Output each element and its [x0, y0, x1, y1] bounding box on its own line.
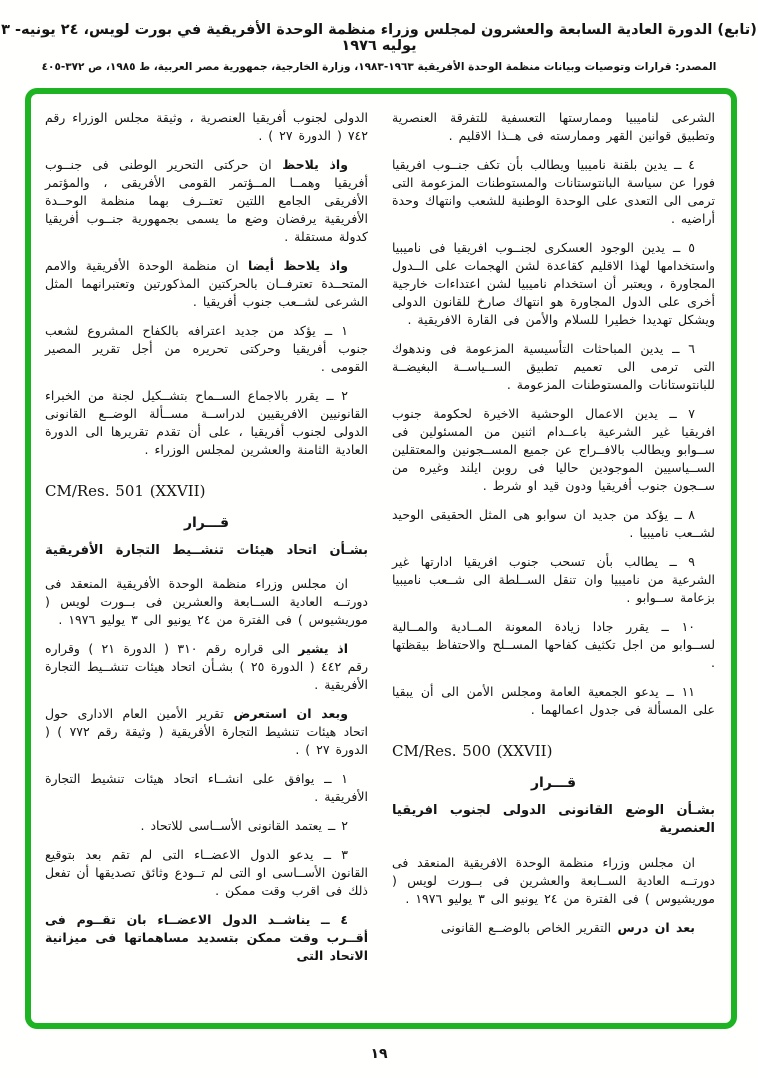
decision-title: قـــرار: [530, 774, 577, 791]
content-frame: [25, 88, 737, 1029]
paragraph: [392, 109, 715, 145]
paragraph: [392, 854, 715, 908]
paragraph-text: ١ ــ يؤكد من جديد اعترافه بالكفاح المشروع لشعب جنوب أفريقيا وحركتى تحريره من أجل تقرير المصير القومى .: [45, 323, 368, 374]
paragraph-text: ان حركتى التحرير الوطنى فى جنــوب أفريقيا وهمــا المــؤتمر القومى الأفريقى ، والمؤتمر الأفريقى الجامع اللتين تعتــرف بهما منظمة الوحــدة الأفريقية يرفضان وضع ما يسمى بجمهورية جنــوب أفريقيا كدولة مستقلة .: [45, 157, 368, 244]
decision-title: قـــرار: [183, 514, 230, 531]
paragraph-text: الى قراره رقم ٣١٠ ( الدورة ٢١ ) وقراره رقم ٤٤٢ ( الدورة ٢٥ ) بشـأن اتحاد هيئات تنشــيط التجارة الأفريقية .: [45, 641, 368, 693]
paragraph-text: ٤ ــ يدين بلقنة ناميبيا ويطالب بأن تكف جنــوب افريقيا فورا عن سياسة البانتوستانات والمستوطنات المزعومة التى ترمى الى التعدى على الوحدة الوطنية للشعب وانتهاك وحدة أراضيه .: [392, 157, 715, 226]
content-columns: [45, 109, 715, 1015]
paragraph-text: ٣ ــ يدعو الدول الاعضــاء التى لم تقم بعد بتوقيع القانون الأســاسى او التى لم تــودع وثائق تصديقها أن تفعل ذلك فى اقرب وقت ممكن .: [45, 847, 368, 899]
paragraph: [45, 156, 368, 246]
paragraph: [45, 387, 368, 459]
paragraph-text: ٩ ــ يطالب بأن تسحب جنوب افريقيا ادارتها غير الشرعية من ناميبيا وان تنقل الســلطة الى شــعب ناميبيا بزعامة ســوابو .: [392, 554, 715, 605]
paragraph: [392, 553, 715, 607]
paragraph: [45, 109, 368, 145]
paragraph: [392, 340, 715, 394]
column-left: [45, 109, 368, 1015]
paragraph-text: ٧ ــ يدين الاعمال الوحشية الاخيرة لحكومة جنوب افريقيا غير الشرعية باعــدام اثنين من المسئولين فى ســوابو ويطالب بالافــراج عن جميع المســجونين والمعتقلين الســياسيين الموجودين حاليا فى روبن ايلند وغيره من ســجون جنوب أفريقيا ودون قيد او شرط .: [392, 406, 715, 493]
paragraph-text: ان مجلس وزراء منظمة الوحدة الأفريقية المنعقد فى دورتــه العادية الســابعة والعشرين فى بــورت لويس ( موريشيوس ) فى الفترة من ٢٤ يونيو الى ٣ يوليو ١٩٧٦ .: [45, 576, 368, 628]
paragraph: [392, 506, 715, 542]
paragraph-text: ١١ ــ يدعو الجمعية العامة ومجلس الأمن الى أن يبقيا على المسألة فى جدول اعمالهما .: [392, 684, 715, 717]
paragraph-text: ٨ ــ يؤكد من جديد ان سوابو هى المثل الحقيقى الوحيد لشــعب ناميبيا .: [392, 507, 715, 540]
paragraph: [392, 156, 715, 228]
paragraph: [392, 683, 715, 719]
decision-subject: بشـأن الوضع القانونى الدولى لجنوب افريقيا العنصرية: [392, 802, 715, 837]
paragraph-text: ١ ــ يوافق على انشــاء اتحاد هيئات تنشيط التجارة الأفريقية .: [45, 771, 368, 805]
paragraph-text: الدولى لجنوب أفريقيا العنصرية ، وثيقة مجلس الوزراء رقم ٧٤٢ ( الدورة ٢٧ ) .: [45, 110, 368, 143]
paragraph: [392, 919, 715, 937]
paragraph: [45, 257, 368, 311]
paragraph-lead: بعد ان درس: [617, 920, 695, 936]
paragraph: [45, 640, 368, 694]
paragraph-lead: واذ يلاحظ أيضا: [248, 258, 348, 273]
paragraph: [392, 405, 715, 495]
decision-subject: بشـأن اتحاد هيئات تنشــيط التجارة الأفريقية: [45, 542, 368, 558]
page-number: ١٩: [370, 1046, 388, 1062]
paragraph-text: ان مجلس وزراء منظمة الوحدة الافريقية المنعقد فى دورتــه العادية الســابعة والعشرين فى بــورت لويس ( موريشيوس ) فى الفترة من ٢٤ يونيو الى ٣ يوليو ١٩٧٦ .: [392, 855, 715, 907]
column-right: [392, 109, 715, 1015]
header-source: المصدر: قرارات وتوصيات وبيانات منظمة الوحدة الأفريقية ١٩٦٣-١٩٨٣، وزارة الخارجية، جمهورية مصر العربية، ط ١٩٨٥، ص ٣٧٢-٤٠٥: [41, 61, 717, 73]
paragraph: [392, 239, 715, 329]
paragraph-text: ٢ ــ يعتمد القانونى الأســاسى للاتحاد .: [140, 818, 348, 834]
paragraph: [45, 911, 368, 965]
paragraph: [45, 705, 368, 759]
paragraph: [45, 817, 368, 835]
paragraph-text: ان منظمة الوحدة الأفريقية والامم المتحــدة تعترفــان بالحركتين المذكورتين وتعتبرانهما المثل الشرعى لشــعب جنوب أفريقيا .: [45, 258, 368, 309]
paragraph-text: الشرعى لناميبيا وممارستها التعسفية للتفرقة العنصرية وتطبيق قوانين القهر وممارسته فى هــذا الاقليم .: [392, 110, 715, 143]
paragraph: [45, 770, 368, 806]
paragraph-text: التقرير الخاص بالوضــع القانونى: [440, 920, 612, 936]
paragraph: [45, 322, 368, 376]
paragraph-text: ١٠ ــ يقرر جادا زيادة المعونة المــادية والمــالية لســوابو من اجل تكثيف كفاحها المســلح والاحتفاظ بيقظتها .: [392, 619, 715, 670]
paragraph-lead: اذ يشير: [298, 641, 348, 657]
paragraph-text: ٢ ــ يقرر بالاجماع الســماح بتشــكيل لجنة من الخبراء القانونيين الافريقيين لدراســة مســألة الوضــع القانونى الدولى لجنوب أفريقيا ، على أن تقدم تقريرها الى الدورة العادية الثامنة والعشرين لمجلس الوزراء .: [45, 388, 368, 457]
header-title: (تابع) الدورة العادية السابعة والعشرون لمجلس وزراء منظمة الوحدة الأفريقية في بورت لويس، ٢٤ يونيه- ٣ يوليه ١٩٧٦: [1, 22, 757, 54]
paragraph-lead: وبعد ان استعرض: [233, 706, 348, 722]
page-header: [0, 22, 758, 73]
paragraph-text: ٤ ــ يناشــد الدول الاعضــاء بان تقــوم فى أقــرب وقت ممكن بتسديد مساهماتها فى ميزانية الاتحاد التى: [45, 912, 368, 964]
paragraph-text: ٥ ــ يدين الوجود العسكرى لجنــوب افريقيا فى ناميبيا واستخدامها لهذا الاقليم كقاعدة لشن الهجمات على الــدول المجاورة ، ويعتبر أن استخدام ناميبيا لشن اعتداءات خارجية أخرى على الدول المجاورة هو انتهاك صارخ للقانون الدولى ويشكل تهديدا خطيرا للسلام والأمن فى القارة الافريقية .: [392, 240, 715, 327]
paragraph: [45, 575, 368, 629]
resolution-code: CM/Res. 501 (XXVII): [45, 482, 206, 500]
paragraph-text: تقرير الأمين العام الادارى حول اتحاد هيئات تنشيط التجارة الأفريقية ( وثيقة رقم ٧٧٢ ) ( الدورة ٢٧ ) .: [45, 706, 368, 758]
resolution-code: CM/Res. 500 (XXVII): [392, 742, 553, 760]
paragraph-text: ٦ ــ يدين المباحثات التأسيسية المزعومة فى وندهوك التى ترمى الى تعميم تطبيق الســياســة البغيضــة للبانتوستانات والمستوطنات المزعومة .: [392, 341, 715, 392]
paragraph: [392, 618, 715, 672]
paragraph-lead: واذ يلاحظ: [282, 157, 348, 172]
paragraph: [45, 846, 368, 900]
